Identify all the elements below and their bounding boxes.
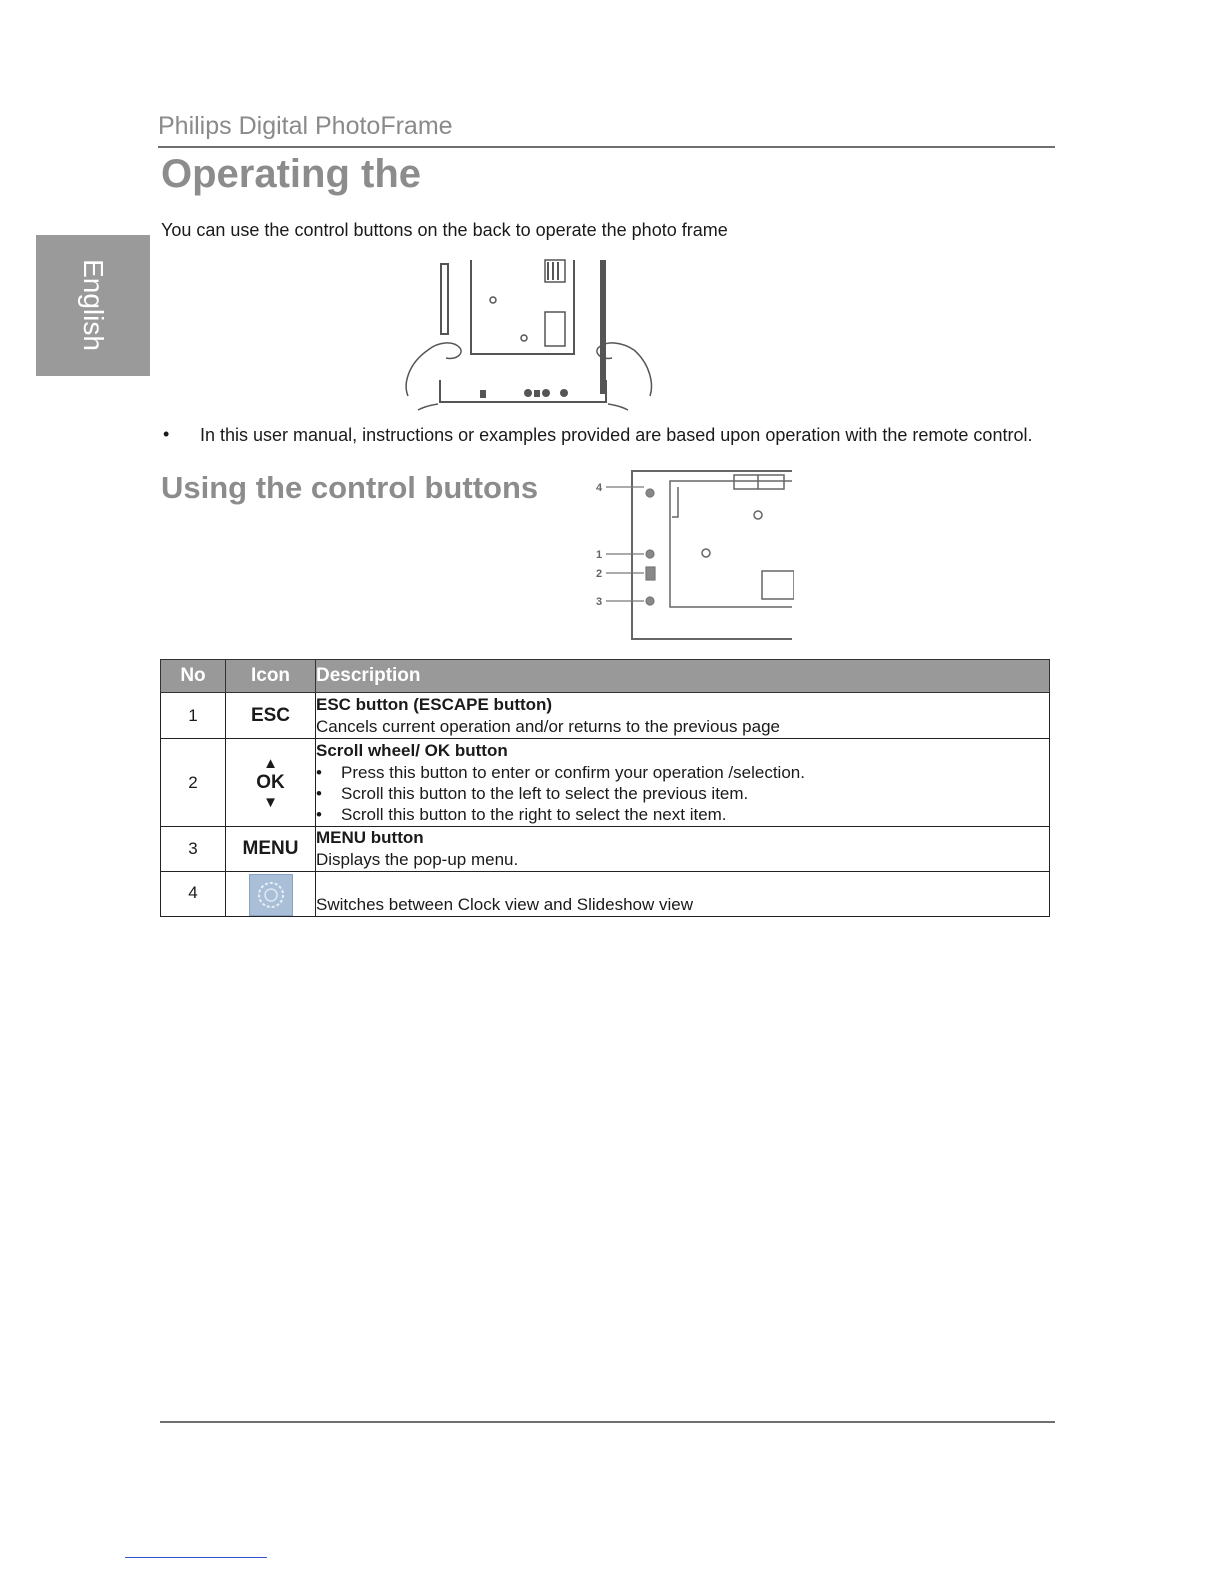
description-title: Scroll wheel/ OK button: [316, 741, 508, 760]
col-header-description: Description: [316, 660, 1050, 693]
language-tab-label: English: [78, 259, 109, 351]
table-header-row: [161, 660, 1050, 693]
description-item: • Press this button to enter or confirm your operation /selection.: [316, 762, 1049, 783]
esc-icon: ESC: [226, 693, 316, 739]
row-description: [316, 827, 1050, 872]
note-text: In this user manual, instructions or examples provided are based upon operation with the remote control.: [200, 425, 1033, 445]
clock-slideshow-icon: [249, 874, 293, 916]
ok-label: OK: [256, 771, 285, 793]
table-row: [161, 693, 1050, 739]
language-tab: [36, 235, 150, 376]
row-description: [316, 872, 1050, 917]
callout-label: 1: [596, 549, 603, 561]
ok-scroll-icon: [226, 739, 316, 827]
row-number: 1: [161, 693, 226, 739]
footer-rule: [160, 1421, 1055, 1423]
callout-label: 2: [596, 568, 603, 580]
row-number: 3: [161, 827, 226, 872]
bottom-link-underline[interactable]: [125, 1557, 267, 1558]
arrow-down-icon: ▼: [263, 793, 278, 811]
row-number: 4: [161, 872, 226, 917]
control-buttons-table: [160, 659, 1050, 917]
menu-icon: MENU: [226, 827, 316, 872]
table-row: [161, 827, 1050, 872]
back-view-illustration: [398, 254, 660, 414]
callout-label: 4: [596, 482, 603, 494]
table-row: [161, 739, 1050, 827]
side-view-illustration: [592, 467, 794, 645]
description-title: ESC button (ESCAPE button): [316, 694, 553, 714]
arrow-up-icon: ▲: [263, 754, 278, 772]
description-line: Cancels current operation and/or returns to the previous page: [316, 716, 780, 736]
row-number: 2: [161, 739, 226, 827]
intro-text: You can use the control buttons on the back to operate the photo frame: [161, 220, 728, 240]
col-header-icon: Icon: [226, 660, 316, 693]
row-description: [316, 739, 1050, 827]
header-rule: [158, 146, 1055, 148]
description-line: Switches between Clock view and Slideshow view: [316, 895, 694, 914]
row-description: [316, 693, 1050, 739]
page-title: Operating the: [161, 152, 422, 196]
section-heading: Using the control buttons: [161, 470, 539, 505]
description-title: MENU button: [316, 828, 424, 847]
note-bullet: •: [163, 424, 170, 444]
table-row: [161, 872, 1050, 917]
callout-label: 3: [596, 596, 603, 608]
description-line: Displays the pop-up menu.: [316, 850, 519, 869]
icon-cell: [226, 872, 316, 917]
description-item: • Scroll this button to the left to select the previous item.: [316, 783, 1049, 804]
description-item: • Scroll this button to the right to select the next item.: [316, 804, 1049, 825]
header-title: Philips Digital PhotoFrame: [158, 112, 453, 140]
col-header-no: No: [161, 660, 226, 693]
